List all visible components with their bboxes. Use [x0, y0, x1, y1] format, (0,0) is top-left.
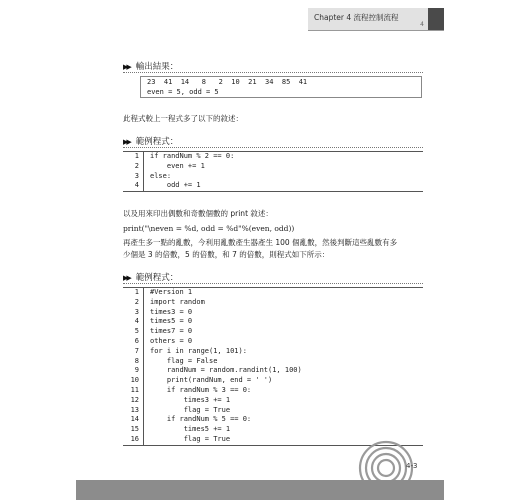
code-text: else:	[150, 171, 172, 180]
line-number: 11	[123, 386, 144, 396]
code-text: if randNum % 3 == 0:	[150, 385, 252, 394]
code-text: randNum = random.randint(1, 100)	[150, 366, 302, 375]
code-line	[123, 406, 423, 416]
output-line: 23 41 14 8 2 10 21 34 85 41	[147, 78, 308, 86]
code-line	[123, 415, 423, 425]
output-heading	[123, 60, 178, 72]
code-text: #Version 1	[150, 288, 193, 296]
code-text: times5 += 1	[150, 425, 231, 434]
code-text: times7 = 0	[150, 327, 193, 336]
paragraph-print-code: print("\neven = %d, odd = %d"%(even, odd))	[123, 224, 295, 233]
output-heading-rule	[123, 72, 423, 73]
paragraph-print-intro: 以及用來印出偶數和奇數個數的 print 敘述：	[123, 209, 273, 218]
code-text: flag = True	[150, 405, 231, 414]
paragraph-random-line-2: 少個是 3 的倍數，5 的倍數，和 7 的倍數，則程式如下所示：	[123, 250, 330, 259]
output-heading-label: 輸出結果：	[135, 62, 179, 72]
output-line: even = 5, odd = 5	[147, 88, 219, 96]
code-block-1	[123, 151, 423, 192]
code-text: others = 0	[150, 336, 193, 345]
line-number: 1	[123, 152, 144, 162]
line-number: 9	[123, 366, 144, 376]
code-line	[123, 337, 423, 347]
code-text: even += 1	[150, 161, 205, 170]
paragraph-intro: 此程式較上一程式多了以下的敘述：	[123, 114, 243, 123]
chapter-title: Chapter 4 流程控制流程	[314, 13, 399, 22]
code-line	[123, 327, 423, 337]
line-number: 6	[123, 337, 144, 347]
example-heading-2	[123, 271, 178, 283]
double-arrow-icon: ▶▶	[123, 63, 130, 71]
line-number: 7	[123, 347, 144, 357]
line-number: 10	[123, 376, 144, 386]
code-line	[123, 172, 423, 182]
code-text: import random	[150, 297, 205, 306]
decorative-circles-icon	[356, 430, 420, 480]
code-text: odd += 1	[150, 181, 201, 190]
double-arrow-icon: ▶▶	[123, 274, 130, 282]
line-number: 16	[123, 435, 144, 445]
code-text: for i in range(1, 101):	[150, 346, 247, 355]
line-number: 3	[123, 172, 144, 182]
code-line	[123, 298, 423, 308]
example-heading-2-label: 範例程式：	[135, 273, 179, 283]
line-number: 4	[123, 181, 144, 191]
code-line	[123, 396, 423, 406]
example-heading-2-rule	[123, 283, 423, 284]
line-number: 1	[123, 288, 144, 298]
line-number: 2	[123, 298, 144, 308]
line-number: 13	[123, 406, 144, 416]
line-number: 5	[123, 327, 144, 337]
header-dark-block	[428, 8, 444, 30]
code-line	[123, 152, 423, 162]
footer-bar	[76, 480, 444, 500]
example-heading-1	[123, 135, 178, 147]
line-number: 12	[123, 396, 144, 406]
line-number: 4	[123, 317, 144, 327]
code-line	[123, 317, 423, 327]
example-heading-1-rule	[123, 147, 423, 148]
code-text: if randNum % 2 == 0:	[150, 152, 235, 160]
line-number: 8	[123, 357, 144, 367]
double-arrow-icon: ▶▶	[123, 138, 130, 146]
code-line	[123, 366, 423, 376]
header-rule	[308, 30, 444, 31]
code-line	[123, 386, 423, 396]
code-text: flag = True	[150, 434, 231, 443]
code-line	[123, 347, 423, 357]
line-number: 15	[123, 425, 144, 435]
code-line	[123, 357, 423, 367]
example-heading-1-label: 範例程式：	[135, 137, 179, 147]
chapter-header-tab	[308, 8, 428, 30]
code-text: print(randNum, end = ' ')	[150, 376, 273, 385]
line-number: 3	[123, 308, 144, 318]
code-text: times5 = 0	[150, 317, 193, 326]
chapter-mark: 4	[420, 21, 424, 28]
code-line	[123, 308, 423, 318]
code-line	[123, 288, 423, 298]
code-line	[123, 162, 423, 172]
code-text: if randNum % 5 == 0:	[150, 415, 252, 424]
code-text: times3 += 1	[150, 395, 231, 404]
code-block-2	[123, 287, 423, 446]
code-text: flag = False	[150, 356, 218, 365]
paragraph-random-line-1: 再產生多一點的亂數，今利用亂數產生器產生 100 個亂數，然後判斷這些亂數有多	[123, 238, 398, 247]
page-number: 4-3	[406, 462, 418, 470]
line-number: 2	[123, 162, 144, 172]
code-text: times3 = 0	[150, 307, 193, 316]
line-number: 14	[123, 415, 144, 425]
code-line	[123, 376, 423, 386]
output-box	[140, 76, 422, 98]
code-line	[123, 181, 423, 191]
